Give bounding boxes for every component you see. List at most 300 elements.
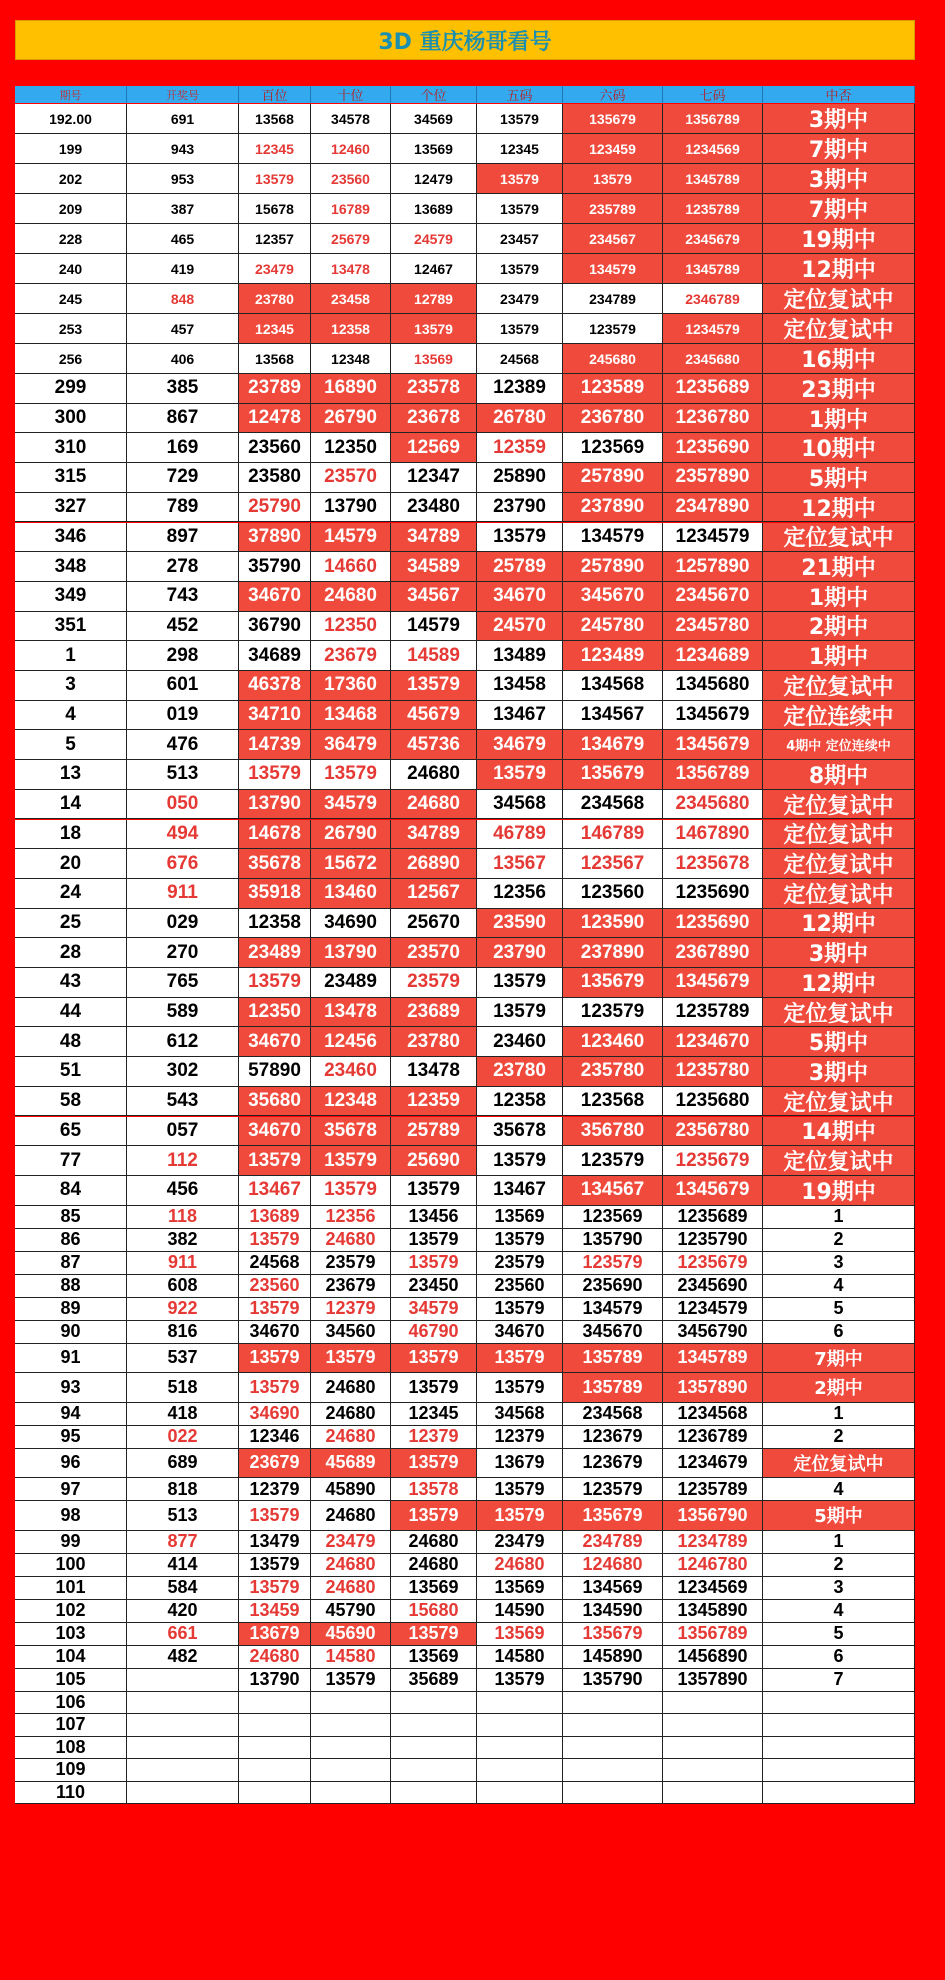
table-row [15,1057,915,1087]
draw-number-cell: 482 [127,1646,239,1669]
draw-number-cell: 676 [127,849,239,879]
tens-cell: 24680 [311,1229,391,1252]
period-cell: 300 [15,404,127,434]
seven-code-cell: 1235690 [663,909,763,939]
five-code-cell: 12345 [477,134,563,164]
draw-number-cell: 543 [127,1087,239,1117]
table-row [15,194,915,224]
draw-number-cell: 848 [127,284,239,314]
draw-number-cell: 943 [127,134,239,164]
result-cell: 7期中 [763,134,915,164]
seven-code-cell: 1234670 [663,1027,763,1057]
result-cell: 3期中 [763,1057,915,1087]
units-cell: 35689 [391,1669,477,1692]
five-code-cell: 13579 [477,254,563,284]
hundreds-cell: 12350 [239,998,311,1028]
seven-code-cell: 1235780 [663,1057,763,1087]
units-cell: 34589 [391,552,477,582]
table-row [15,612,915,642]
units-cell: 34789 [391,820,477,850]
seven-code-cell: 1357890 [663,1669,763,1692]
units-cell: 13579 [391,1501,477,1531]
hundreds-cell: 12358 [239,909,311,939]
tens-cell: 13790 [311,938,391,968]
hundreds-cell: 14678 [239,820,311,850]
seven-code-cell: 1246780 [663,1554,763,1577]
tens-cell: 24680 [311,1403,391,1426]
six-code-cell: 123679 [563,1426,663,1449]
five-code-cell [477,1759,563,1782]
tens-cell: 12379 [311,1298,391,1321]
period-cell: 104 [15,1646,127,1669]
draw-number-cell: 922 [127,1298,239,1321]
tens-cell: 12358 [311,314,391,344]
draw-number-cell: 298 [127,641,239,671]
five-code-cell: 13489 [477,641,563,671]
period-cell: 51 [15,1057,127,1087]
tens-cell: 12350 [311,612,391,642]
tens-cell: 16890 [311,374,391,404]
table-row [15,1229,915,1252]
five-code-cell [477,1714,563,1737]
six-code-cell: 235690 [563,1275,663,1298]
units-cell: 26890 [391,849,477,879]
period-cell: 99 [15,1531,127,1554]
period-cell: 20 [15,849,127,879]
six-code-cell: 135679 [563,1623,663,1646]
seven-code-cell: 1356789 [663,1623,763,1646]
draw-number-cell: 661 [127,1623,239,1646]
five-code-cell: 13569 [477,1623,563,1646]
five-code-cell: 13569 [477,1206,563,1229]
table-row [15,1669,915,1692]
result-cell: 定位连续中 [763,701,915,731]
table-row [15,1403,915,1426]
table-row [15,1577,915,1600]
tens-cell: 13478 [311,254,391,284]
hundreds-cell: 37890 [239,523,311,553]
units-cell [391,1759,477,1782]
units-cell: 12379 [391,1426,477,1449]
draw-number-cell: 494 [127,820,239,850]
result-cell: 3期中 [763,164,915,194]
tens-cell: 15672 [311,849,391,879]
hundreds-cell: 23580 [239,463,311,493]
period-cell: 13 [15,760,127,790]
five-code-cell: 13579 [477,104,563,134]
result-cell: 2 [763,1554,915,1577]
units-cell: 24680 [391,790,477,820]
period-cell: 209 [15,194,127,224]
six-code-cell: 134579 [563,254,663,284]
column-header: 个位 [391,86,477,103]
table-header [15,86,915,103]
five-code-cell: 23780 [477,1057,563,1087]
draw-number-cell: 589 [127,998,239,1028]
draw-number-cell: 278 [127,552,239,582]
draw-number-cell: 302 [127,1057,239,1087]
units-cell: 13456 [391,1206,477,1229]
hundreds-cell: 35918 [239,879,311,909]
hundreds-cell: 46378 [239,671,311,701]
seven-code-cell: 1234579 [663,1298,763,1321]
hundreds-cell: 34690 [239,1403,311,1426]
period-cell: 91 [15,1344,127,1374]
units-cell: 12467 [391,254,477,284]
tens-cell: 34560 [311,1321,391,1344]
draw-number-cell [127,1737,239,1760]
six-code-cell: 135790 [563,1229,663,1252]
six-code-cell: 123459 [563,134,663,164]
five-code-cell: 12356 [477,879,563,909]
hundreds-cell: 12379 [239,1478,311,1501]
five-code-cell: 13579 [477,968,563,998]
hundreds-cell: 13568 [239,344,311,374]
result-cell: 1 [763,1403,915,1426]
hundreds-cell: 13579 [239,1344,311,1374]
units-cell: 13569 [391,1646,477,1669]
five-code-cell: 23479 [477,284,563,314]
six-code-cell: 235789 [563,194,663,224]
six-code-cell: 134579 [563,523,663,553]
table-row [15,1176,915,1206]
five-code-cell: 26780 [477,404,563,434]
five-code-cell: 34679 [477,730,563,760]
result-cell: 3期中 [763,938,915,968]
draw-number-cell: 112 [127,1146,239,1176]
units-cell: 13579 [391,1344,477,1374]
tens-cell: 23460 [311,1057,391,1087]
seven-code-cell: 1234689 [663,641,763,671]
five-code-cell: 13579 [477,314,563,344]
five-code-cell: 25890 [477,463,563,493]
table-row [15,404,915,434]
units-cell: 46790 [391,1321,477,1344]
six-code-cell: 234568 [563,790,663,820]
seven-code-cell: 1234789 [663,1531,763,1554]
period-cell: 228 [15,224,127,254]
five-code-cell: 13467 [477,1176,563,1206]
table-row [15,493,915,523]
seven-code-cell: 1235679 [663,1252,763,1275]
result-cell: 定位复试中 [763,849,915,879]
six-code-cell: 123579 [563,1252,663,1275]
table-row [15,1206,915,1229]
five-code-cell: 13579 [477,194,563,224]
result-cell: 定位复试中 [763,790,915,820]
five-code-cell: 24680 [477,1554,563,1577]
result-cell: 1 [763,1531,915,1554]
period-cell: 108 [15,1737,127,1760]
five-code-cell [477,1737,563,1760]
tens-cell: 23679 [311,641,391,671]
result-cell: 4 [763,1600,915,1623]
period-cell: 199 [15,134,127,164]
draw-number-cell: 118 [127,1206,239,1229]
hundreds-cell: 13579 [239,1501,311,1531]
six-code-cell: 257890 [563,463,663,493]
units-cell: 13579 [391,1252,477,1275]
units-cell: 13579 [391,1373,477,1403]
units-cell: 12479 [391,164,477,194]
hundreds-cell: 13579 [239,968,311,998]
seven-code-cell [663,1782,763,1805]
table-row [15,1449,915,1479]
units-cell: 25789 [391,1117,477,1147]
tens-cell: 24680 [311,1501,391,1531]
result-cell: 4期中 定位连续中 [763,730,915,760]
hundreds-cell: 13579 [239,1554,311,1577]
period-cell: 93 [15,1373,127,1403]
period-cell: 349 [15,582,127,612]
units-cell: 34569 [391,104,477,134]
tens-cell: 34690 [311,909,391,939]
draw-number-cell: 452 [127,612,239,642]
table-row [15,968,915,998]
hundreds-cell: 13679 [239,1623,311,1646]
result-cell [763,1782,915,1805]
five-code-cell: 24570 [477,612,563,642]
tens-cell: 17360 [311,671,391,701]
seven-code-cell: 1234569 [663,1577,763,1600]
seven-code-cell: 1235789 [663,194,763,224]
period-cell: 65 [15,1117,127,1147]
five-code-cell: 34568 [477,790,563,820]
units-cell: 34567 [391,582,477,612]
table-row [15,463,915,493]
six-code-cell: 123460 [563,1027,663,1057]
draw-number-cell [127,1692,239,1715]
tens-cell: 45690 [311,1623,391,1646]
result-cell: 7期中 [763,1344,915,1374]
table-row [15,1531,915,1554]
table-row [15,1027,915,1057]
six-code-cell: 123560 [563,879,663,909]
draw-number-cell: 601 [127,671,239,701]
period-cell: 299 [15,374,127,404]
tens-cell: 35678 [311,1117,391,1147]
seven-code-cell: 2345680 [663,344,763,374]
result-cell: 2 [763,1426,915,1449]
result-cell: 定位复试中 [763,820,915,850]
tens-cell: 23579 [311,1252,391,1275]
column-header: 百位 [239,86,311,103]
table-row [15,790,915,820]
result-cell: 定位复试中 [763,1087,915,1117]
tens-cell: 13579 [311,760,391,790]
units-cell: 45679 [391,701,477,731]
draw-number-cell: 867 [127,404,239,434]
units-cell: 23689 [391,998,477,1028]
table-row [15,582,915,612]
hundreds-cell: 35790 [239,552,311,582]
seven-code-cell: 1235690 [663,879,763,909]
hundreds-cell: 13579 [239,1146,311,1176]
period-cell: 253 [15,314,127,344]
tens-cell: 24680 [311,582,391,612]
six-code-cell: 237890 [563,938,663,968]
table-row [15,1298,915,1321]
five-code-cell: 13579 [477,1298,563,1321]
period-cell: 77 [15,1146,127,1176]
seven-code-cell: 3456790 [663,1321,763,1344]
five-code-cell: 13579 [477,164,563,194]
six-code-cell: 135679 [563,104,663,134]
draw-number-cell: 382 [127,1229,239,1252]
units-cell: 23579 [391,968,477,998]
period-cell: 240 [15,254,127,284]
table-row [15,1252,915,1275]
period-cell: 24 [15,879,127,909]
period-cell: 202 [15,164,127,194]
result-cell: 3 [763,1252,915,1275]
seven-code-cell: 1456890 [663,1646,763,1669]
seven-code-cell [663,1714,763,1737]
result-cell: 1期中 [763,582,915,612]
column-header: 七码 [663,86,763,103]
result-cell: 14期中 [763,1117,915,1147]
units-cell: 13689 [391,194,477,224]
units-cell: 24680 [391,1554,477,1577]
tens-cell [311,1737,391,1760]
six-code-cell: 123567 [563,849,663,879]
table-row [15,374,915,404]
hundreds-cell: 23789 [239,374,311,404]
tens-cell: 13790 [311,493,391,523]
result-cell: 定位复试中 [763,1146,915,1176]
hundreds-cell: 15678 [239,194,311,224]
table-row [15,1117,915,1147]
seven-code-cell: 1356789 [663,760,763,790]
units-cell: 13579 [391,1229,477,1252]
five-code-cell: 14590 [477,1600,563,1623]
tens-cell [311,1692,391,1715]
tens-cell: 23479 [311,1531,391,1554]
tens-cell: 13579 [311,1146,391,1176]
units-cell: 45736 [391,730,477,760]
six-code-cell: 123489 [563,641,663,671]
period-cell: 192.00 [15,104,127,134]
six-code-cell: 235780 [563,1057,663,1087]
units-cell: 13579 [391,1176,477,1206]
table-row [15,254,915,284]
hundreds-cell: 13579 [239,760,311,790]
period-cell: 103 [15,1623,127,1646]
result-cell: 定位复试中 [763,1449,915,1479]
units-cell: 13569 [391,134,477,164]
tens-cell: 34578 [311,104,391,134]
result-cell: 21期中 [763,552,915,582]
units-cell: 13579 [391,1449,477,1479]
hundreds-cell [239,1714,311,1737]
result-cell: 16期中 [763,344,915,374]
seven-code-cell: 1345679 [663,1176,763,1206]
tens-cell: 23560 [311,164,391,194]
period-cell: 86 [15,1229,127,1252]
table-row [15,760,915,790]
five-code-cell: 13579 [477,1669,563,1692]
five-code-cell: 34670 [477,1321,563,1344]
seven-code-cell [663,1759,763,1782]
six-code-cell: 234568 [563,1403,663,1426]
draw-number-cell: 385 [127,374,239,404]
seven-code-cell: 1235679 [663,1146,763,1176]
six-code-cell: 123579 [563,1478,663,1501]
period-cell: 90 [15,1321,127,1344]
six-code-cell: 234789 [563,284,663,314]
result-cell: 定位复试中 [763,523,915,553]
result-cell: 5 [763,1623,915,1646]
seven-code-cell: 1345789 [663,1344,763,1374]
hundreds-cell: 14739 [239,730,311,760]
seven-code-cell: 1345789 [663,254,763,284]
table-row [15,1737,915,1760]
table-row [15,523,915,553]
hundreds-cell: 12357 [239,224,311,254]
result-cell: 1期中 [763,404,915,434]
period-cell: 327 [15,493,127,523]
hundreds-cell: 24680 [239,1646,311,1669]
six-code-cell: 123569 [563,1206,663,1229]
result-cell: 5期中 [763,463,915,493]
hundreds-cell: 34670 [239,1117,311,1147]
seven-code-cell: 1345890 [663,1600,763,1623]
table-row [15,1321,915,1344]
five-code-cell: 23579 [477,1252,563,1275]
period-cell: 89 [15,1298,127,1321]
five-code-cell: 13467 [477,701,563,731]
five-code-cell: 23560 [477,1275,563,1298]
table-row [15,1087,915,1117]
units-cell: 15680 [391,1600,477,1623]
draw-number-cell: 689 [127,1449,239,1479]
table-row [15,730,915,760]
result-cell: 6 [763,1321,915,1344]
units-cell: 13569 [391,1577,477,1600]
draw-number-cell: 022 [127,1426,239,1449]
seven-code-cell: 2345690 [663,1275,763,1298]
six-code-cell: 135790 [563,1669,663,1692]
hundreds-cell: 23489 [239,938,311,968]
period-cell: 84 [15,1176,127,1206]
title-bar [15,20,915,60]
six-code-cell: 123579 [563,1146,663,1176]
draw-number-cell: 816 [127,1321,239,1344]
table-row [15,284,915,314]
draw-number-cell: 476 [127,730,239,760]
tens-cell: 36479 [311,730,391,760]
tens-cell: 14660 [311,552,391,582]
tens-cell: 13579 [311,1669,391,1692]
draw-number-cell: 911 [127,879,239,909]
six-code-cell: 345670 [563,582,663,612]
hundreds-cell: 34670 [239,1027,311,1057]
units-cell: 12789 [391,284,477,314]
hundreds-cell: 34670 [239,1321,311,1344]
hundreds-cell: 13467 [239,1176,311,1206]
six-code-cell: 123569 [563,433,663,463]
tens-cell: 16789 [311,194,391,224]
result-cell: 2 [763,1229,915,1252]
seven-code-cell: 2345780 [663,612,763,642]
result-cell: 5期中 [763,1501,915,1531]
seven-code-cell: 1235690 [663,433,763,463]
period-cell: 348 [15,552,127,582]
draw-number-cell [127,1714,239,1737]
seven-code-cell: 1356790 [663,1501,763,1531]
five-code-cell: 13579 [477,1501,563,1531]
period-cell: 97 [15,1478,127,1501]
